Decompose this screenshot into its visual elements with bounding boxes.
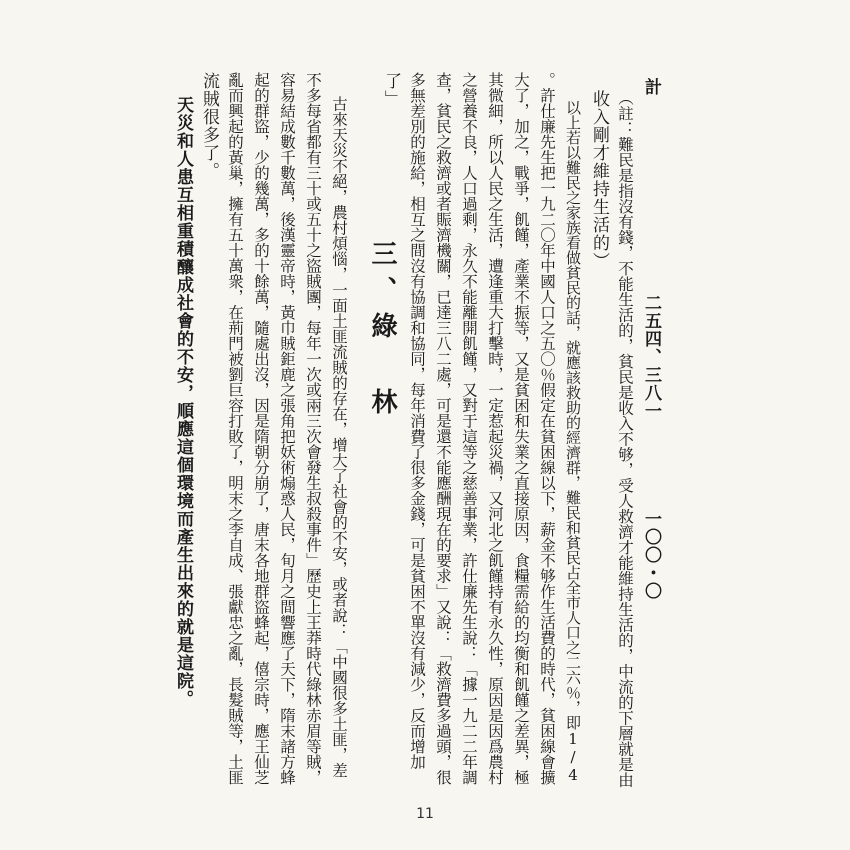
text-column-10: 了」 (381, 72, 401, 108)
text-column-note-1: （註：難民是指沒有錢，不能生活的，貧民是收入不够，受人救濟才能維持生活的，中流的下層就是由 (616, 90, 634, 788)
text-column-9: 多無差別的施給，相互之間沒有協調和協同，每年消費了很多金錢，可是貧困不單沒有減少，反而增加 (408, 72, 426, 770)
text-column-4: 。許仕廉先生把一九二〇年中國人口之五〇％假定在貧困線以下，薪金不够作生活費的時代，貧困線會擴 (538, 72, 556, 785)
text-column-6: 其微細，所以人民之生活，遭逢重大打擊時，一定惹起災禍，又河北之飢饉持有永久性，原因是因爲農村 (486, 72, 504, 785)
text-column-11: 古來天災不絕，農村煩惱，一面土匪流賊的存在，增大了社會的不安，或者說：「中國很多土匪，差 (330, 96, 348, 778)
text-column-14: 起的群盜，少的幾萬，多的十餘萬，隨處出沒，因是隋朝分崩了，唐末各地群盜蜂起，僖宗時，應王仙芝 (252, 72, 270, 785)
text-column-13: 容易結成數千數萬，後漢靈帝時，黃巾賊鉅鹿之張角把妖術煽惑人民，旬月之間響應了天下，隋末諸方蜂 (278, 72, 296, 785)
table-total-row: 計 二五四、三八一 一〇〇・〇 (641, 78, 661, 600)
text-column-17: 天災和人患互相重積釀成社會的不安，順應這個環境而產生出來的就是這院。 (173, 96, 193, 708)
text-column-5: 大了，加之，戰爭，飢饉，產業不振等，又是貧困和失業之直接原因，食糧需給的均衡和飢饉之差異，極 (512, 72, 530, 785)
text-column-7: 之營養不良，人口過剩，永久不能離開飢饉，又對于這等之慈善事業，許仕廉先生說：「據一九二二年調 (460, 72, 478, 785)
text-column-16: 流賊很多了。 (199, 72, 219, 180)
text-column-12: 不多每省都有三十或五十之盜賊團，每年一次或兩三次會發生叔殺事件」歷史上王莽時代綠林赤眉等賊， (304, 72, 322, 785)
section-heading: 三、綠 林 (367, 240, 397, 424)
text-column-8: 查，貧民之救濟或者賑濟機關，已達三八二處，可是還不能應酬現在的要求」又說：「救濟費多過頭，很 (434, 72, 452, 785)
page-number: 11 (416, 806, 434, 822)
text-column-3: 以上若以難民之家族看做貧民的話，就應該救助的經濟群，難民和貧民占全市人口之二六％，即1/4 (564, 100, 582, 784)
text-column-note-2: 收入剛才維持生活的） (589, 90, 609, 270)
text-column-15: 亂而興起的黃巢，擁有五十萬衆，在荊門被劉巨容打敗了，明末之李自成、張獻忠之亂，長髮賊等，土匪 (226, 72, 244, 785)
